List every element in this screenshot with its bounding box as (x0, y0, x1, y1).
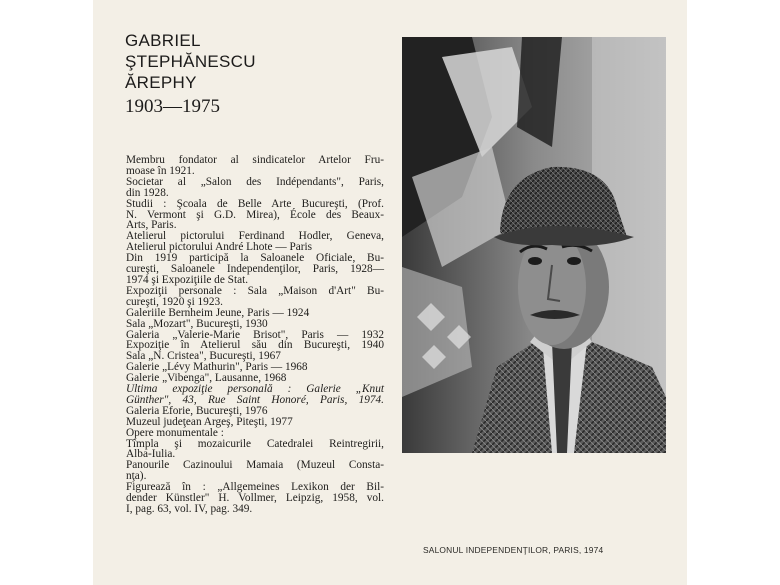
bio-line: moase în 1921. (126, 164, 195, 177)
artist-portrait-photo (402, 37, 666, 453)
bio-line: Galerie „Vibenga", Lausanne, 1968 (126, 372, 287, 385)
bio-line: Galerie „Lévy Mathurin", Paris — 1968 (126, 361, 308, 374)
bio-line: Atelierul pictorului André Lhote — Paris (126, 241, 313, 254)
artist-years: 1903—1975 (125, 96, 220, 117)
bio-line: Ultima expoziţie personală : Galerie „Knut (126, 383, 384, 396)
bio-line: Sala „N. Cristea", Bucureşti, 1967 (126, 350, 281, 363)
bio-line: Panourile Cazinoului Mamaia (Muzeul Consta- (126, 459, 384, 472)
bio-line: Studii : Şcoala de Belle Arte Bucureşti, (Prof. (126, 197, 384, 210)
artist-name-line-3: ĂREPHY (125, 73, 197, 92)
bio-line: Galeria Eforie, Bucureşti, 1976 (126, 404, 268, 417)
bio-line: dender Künstler" H. Vollmer, Leipzig, 1958, vol. (126, 492, 384, 505)
bio-line: Galeriile Bernheim Jeune, Paris — 1924 (126, 306, 310, 319)
bio-line: Alba-Iulia. (126, 448, 176, 461)
bio-line: Opere monumentale : (126, 426, 224, 439)
bio-line: Tîmpla şi mozaicurile Catedralei Reintregirii, (126, 437, 384, 450)
bio-line: Sala „Mozart", Bucureşti, 1930 (126, 317, 268, 330)
bio-line: 1974 şi Expoziţiile de Stat. (126, 273, 249, 286)
artist-name-line-2: ŞTEPHĂNESCU (125, 52, 256, 71)
bio-line: I, pag. 63, vol. IV, pag. 349. (126, 503, 253, 515)
artist-name-line-1: GABRIEL (125, 31, 201, 50)
bio-line: Günther", 43, Rue Saint Honoré, Paris, 1974. (126, 393, 384, 406)
bio-line: Figurează în : „Allgemeines Lexikon der Bil- (126, 481, 384, 494)
bio-line: Societar al „Salon des Indépendants", Paris, (126, 175, 384, 188)
photo-caption: SALONUL INDEPENDENŢILOR, PARIS, 1974 (423, 545, 604, 555)
bio-line: din 1928. (126, 186, 169, 199)
bio-line: Galeria „Valerie-Marie Brisot", Paris — 1932 (126, 328, 384, 341)
biography-text (126, 155, 384, 515)
bio-line: cureşti, Saloanele Independenţilor, Paris, 1928— (126, 263, 384, 276)
bio-line: nţa). (126, 470, 147, 483)
bio-line: Arts, Paris. (126, 219, 177, 232)
bio-line: Din 1919 participă la Saloanele Oficiale, Bu- (126, 252, 384, 265)
artist-name (125, 30, 256, 93)
bio-line: Expoziţie în Atelierul său din Bucureşti, 1940 (126, 339, 384, 352)
bio-line: Atelierul pictorului Ferdinand Hodler, Geneva, (126, 230, 384, 243)
bio-line: cureşti, 1920 şi 1923. (126, 295, 223, 308)
bio-line: N. Vermont şi G.D. Mirea), École des Beaux- (126, 208, 384, 221)
bio-line: Membru fondator al sindicatelor Artelor Fru- (126, 154, 384, 166)
bio-line: Muzeul judeţean Argeş, Piteşti, 1977 (126, 415, 293, 428)
bio-line: Expoziţii personale : Sala „Maison d'Art" Bu- (126, 284, 384, 297)
